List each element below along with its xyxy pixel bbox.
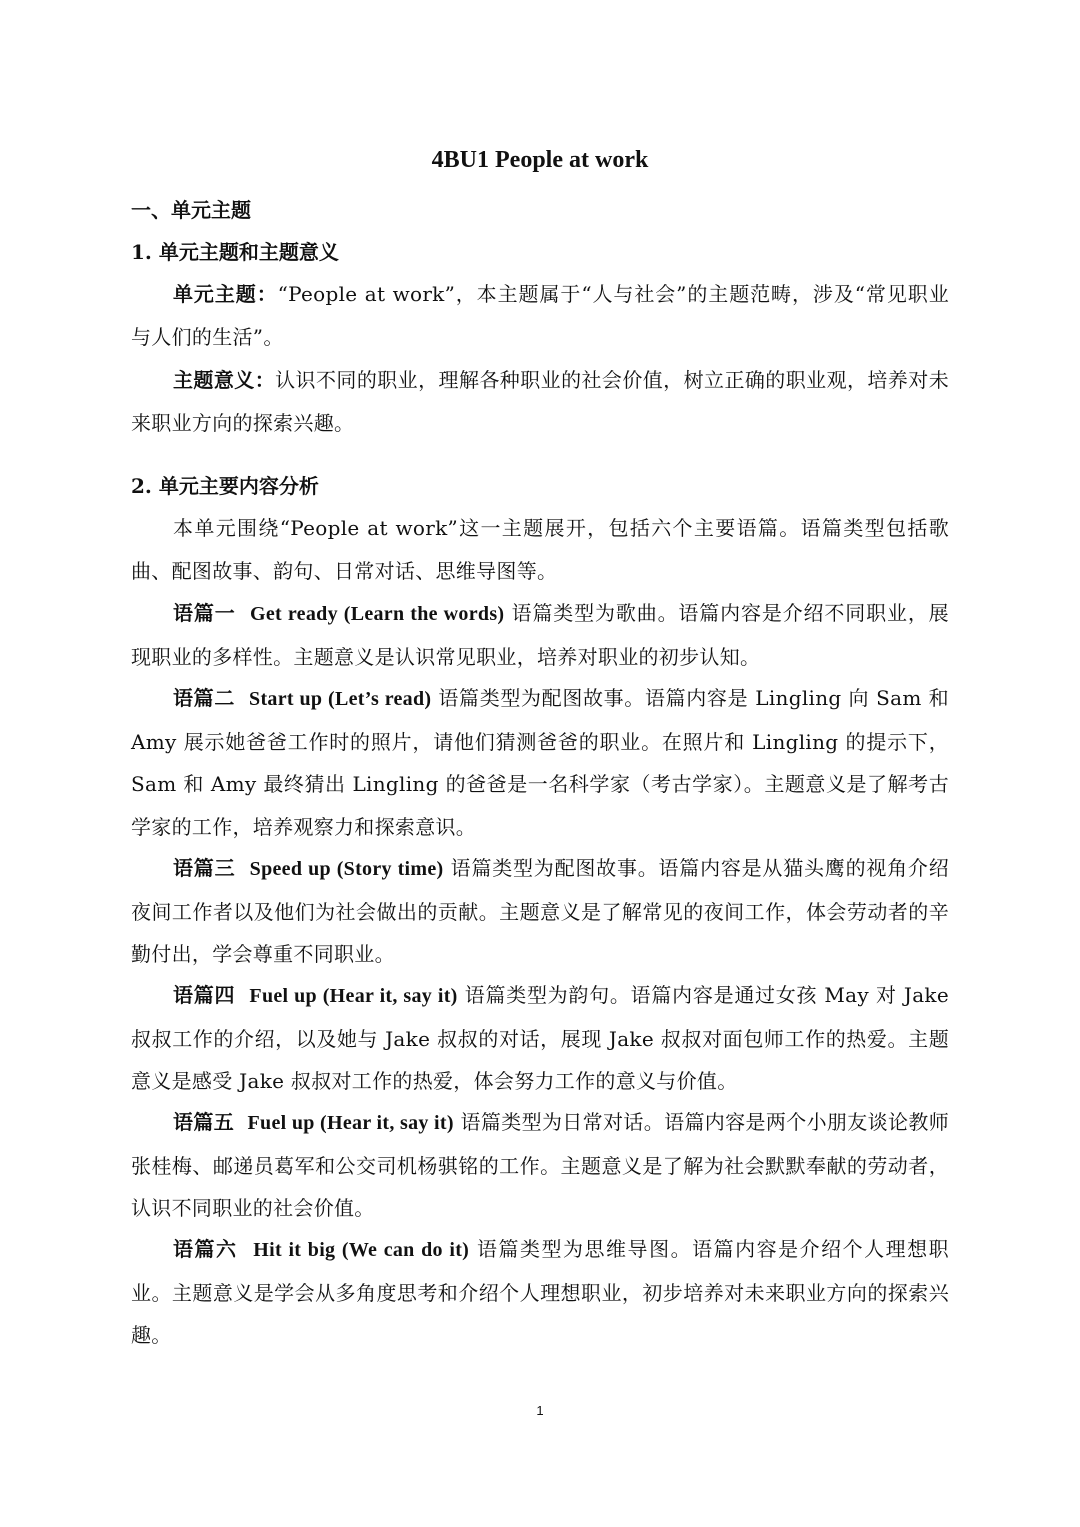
text-2-label: 语篇二: [173, 686, 235, 710]
paragraph-intro: 本单元围绕“People at work”这一主题展开，包括六个主要语篇。语篇类型包括歌曲、配图故事、韵句、日常对话、思维导图等。: [131, 516, 949, 583]
paragraph-text-4: [131, 974, 949, 1103]
text-2-body: 语篇类型为配图故事。语篇内容是 Lingling 向 Sam 和 Amy 展示她爸爸工作时的照片，请他们猜测爸爸的职业。在照片和 Lingling 的提示下，Sam 和 Amy 最终猜出 Lingling 的爸爸是一名科学家（考古学家）。主题意义是了解考古学家的工作，培养观察力和探索意识。: [131, 686, 949, 839]
text-1-title: Get ready (Learn the words): [250, 603, 505, 625]
paragraph-theme-meaning: [131, 359, 949, 444]
text-2-title: Start up (Let’s read): [249, 688, 432, 710]
text-3-body: 语篇类型为配图故事。语篇内容是从猫头鹰的视角介绍夜间工作者以及他们为社会做出的贡献。主题意义是了解常见的夜间工作，体会劳动者的辛勤付出，学会尊重不同职业。: [131, 856, 950, 966]
text-4-title: Fuel up (Hear it, say it): [249, 985, 458, 1007]
text-unit-theme: “People at work”，本主题属于“人与社会”的主题范畴，涉及“常见职业与人们的生活”。: [131, 282, 949, 349]
text-3-title: Speed up (Story time): [249, 858, 444, 880]
text-5-title: Fuel up (Hear it, say it): [247, 1112, 454, 1134]
text-6-title: Hit it big (We can do it): [253, 1239, 470, 1261]
text-1-body: 语篇类型为歌曲。语篇内容是介绍不同职业，展现职业的多样性。主题意义是认识常见职业，培养对职业的初步认知。: [131, 601, 949, 669]
page-number: 1: [536, 1403, 544, 1418]
paragraph-text-5: [131, 1101, 949, 1230]
text-3-label: 语篇三: [173, 856, 236, 880]
paragraph-text-3: [131, 847, 949, 976]
label-theme-meaning: 主题意义：: [173, 368, 276, 392]
text-5-body: 语篇类型为日常对话。语篇内容是两个小朋友谈论教师张桂梅、邮递员葛军和公交司机杨骐铭的工作。主题意义是了解为社会默默奉献的劳动者，认识不同职业的社会价值。: [131, 1110, 949, 1220]
text-6-label: 语篇六: [173, 1237, 238, 1261]
text-5-label: 语篇五: [173, 1110, 235, 1134]
page-title: 4BU1 People at work: [431, 147, 649, 173]
subheading-theme-meaning: 1. 单元主题和主题意义: [131, 240, 339, 264]
label-unit-theme: 单元主题：: [173, 282, 278, 306]
paragraph-text-6: [131, 1228, 949, 1357]
text-4-body: 语篇类型为韵句。语篇内容是通过女孩 May 对 Jake 叔叔工作的介绍，以及她与 Jake 叔叔的对话，展现 Jake 叔叔对面包师工作的热爱。主题意义是感受 Jake 叔叔对工作的热爱，体会努力工作的意义与价值。: [131, 983, 949, 1093]
paragraph-text-1: [131, 592, 949, 678]
text-1-label: 语篇一: [173, 601, 236, 625]
text-4-label: 语篇四: [173, 983, 236, 1007]
subheading-content-analysis: 2. 单元主要内容分析: [131, 474, 319, 498]
paragraph-unit-theme: [131, 273, 949, 358]
section-heading-unit-theme: 一、单元主题: [131, 198, 251, 222]
text-theme-meaning: 认识不同的职业，理解各种职业的社会价值，树立正确的职业观，培养对未来职业方向的探索兴趣。: [131, 368, 949, 435]
text-6-body: 语篇类型为思维导图。语篇内容是介绍个人理想职业。主题意义是学会从多角度思考和介绍个人理想职业，初步培养对未来职业方向的探索兴趣。: [131, 1237, 949, 1347]
paragraph-text-2: [131, 677, 949, 848]
